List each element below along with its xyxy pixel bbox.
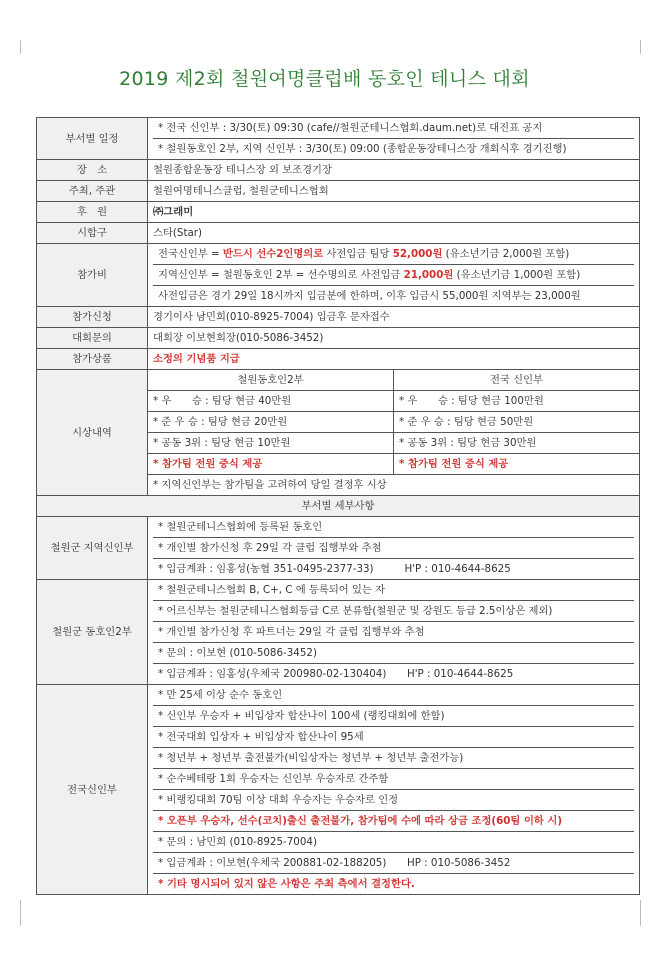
ball-label: 시합구 — [37, 223, 148, 244]
club2-line: * 철원군테니스협회 B, C+, C 에 등록되어 있는 자 — [153, 580, 634, 601]
fee-line-national: 전국신인부 = 반드시 선수2인명의로 사전입금 팀당 52,000원 (유소년기금 2,000원 포함) — [153, 244, 634, 265]
page-corner-mark — [20, 40, 35, 54]
national-contact: * 문의 : 남민희 (010-8925-7004) — [153, 832, 634, 853]
regional-line: * 개인별 참가신청 후 29일 각 클럽 집행부와 추첨 — [153, 538, 634, 559]
schedule-row — [37, 118, 640, 160]
prize-header-row — [37, 370, 640, 391]
national-label: 전국신인부 — [37, 685, 148, 895]
fee-line-regional: 지역신인부 = 철원동호인 2부 = 선수명의로 사전입금 21,000원 (유소년기금 1,000원 포함) — [153, 265, 634, 286]
national-line: * 신인부 우승자 + 비입상자 합산나이 100세 (랭킹대회에 한함) — [153, 706, 634, 727]
prize-left-item: * 준 우 승 : 팀당 현금 20만원 — [148, 412, 394, 433]
ball-value: 스타(Star) — [148, 223, 640, 244]
prize-left-item: * 우 승 : 팀당 현금 40만원 — [148, 391, 394, 412]
regional-row — [37, 517, 640, 580]
national-row — [37, 685, 640, 895]
schedule-label: 부서별 일정 — [37, 118, 148, 160]
host-label: 주최, 주관 — [37, 181, 148, 202]
fee-label: 참가비 — [37, 244, 148, 307]
prize-label: 시상내역 — [37, 370, 148, 496]
fee-row — [37, 244, 640, 307]
club2-line: * 입금계좌 : 임홍성(우체국 200980-02-130404) H'P : 010-4644-8625 — [158, 668, 514, 680]
fee-line-deadline: 사전입금은 경기 29일 18시까지 입금분에 한하며, 이후 입금시 55,000원 지역부는 23,000원 — [158, 290, 581, 302]
host-row — [37, 181, 640, 202]
prize-left-note: * 참가팀 전원 중식 제공 — [148, 454, 394, 475]
prize-right-header: 전국 신인부 — [394, 370, 640, 391]
ball-row — [37, 223, 640, 244]
inquiry-label: 대회문의 — [37, 328, 148, 349]
club2-line: * 문의 : 이보현 (010-5086-3452) — [153, 643, 634, 664]
prize-right-item: * 우 승 : 팀당 현금 100만원 — [394, 391, 640, 412]
club2-line: * 개인별 참가신청 후 파트너는 29일 각 클럽 집행부와 추첨 — [153, 622, 634, 643]
inquiry-row — [37, 328, 640, 349]
national-line: * 순수베테랑 1회 우승자는 신인부 우승자로 간주함 — [153, 769, 634, 790]
prize-footnote: * 지역신인부는 참가팀을 고려하여 당일 결정후 시상 — [148, 475, 640, 496]
sponsor-value: ㈜그래미 — [148, 202, 640, 223]
host-value: 철원여명테니스클럽, 철원군테니스협회 — [148, 181, 640, 202]
national-red-line: * 오픈부 우승자, 선수(코치)출신 출전불가, 참가팀에 수에 따라 상금 조정(60팀 이하 시) — [153, 811, 634, 832]
gift-row — [37, 349, 640, 370]
page-corner-mark — [626, 900, 641, 926]
prize-right-item: * 공동 3위 : 팀당 현금 30만원 — [394, 433, 640, 454]
club2-line: * 어르신부는 철원군테니스협회등급 C로 분류함(철원군 및 강원도 등급 2.5이상은 제외) — [153, 601, 634, 622]
club2-row — [37, 580, 640, 685]
register-value: 경기이사 남민희(010-8925-7004) 입금후 문자접수 — [148, 307, 640, 328]
national-line: * 전국대회 입상자 + 비입상자 합산나이 95세 — [153, 727, 634, 748]
national-line: * 청년부 + 청년부 출전불가(비입상자는 청년부 + 청년부 출전가능) — [153, 748, 634, 769]
sponsor-label: 후 원 — [37, 202, 148, 223]
venue-row — [37, 160, 640, 181]
prize-left-header: 철원동호인2부 — [148, 370, 394, 391]
inquiry-value: 대회장 이보현회장(010-5086-3452) — [148, 328, 640, 349]
page-corner-mark — [20, 900, 35, 926]
schedule-line: * 전국 신인부 : 3/30(토) 09:30 (cafe//철원군테니스협회.daum.net)로 대진표 공지 — [153, 118, 634, 139]
prize-right-item: * 준 우 승 : 팀당 현금 50만원 — [394, 412, 640, 433]
page-title: 2019 제2회 철원여명클럽배 동호인 테니스 대회 — [119, 68, 530, 90]
venue-value: 철원종합운동장 테니스장 외 보조경기장 — [148, 160, 640, 181]
regional-line: * 철원군테니스협회에 등록된 동호인 — [153, 517, 634, 538]
club2-label: 철원군 동호인2부 — [37, 580, 148, 685]
venue-label: 장 소 — [37, 160, 148, 181]
page-corner-mark — [626, 40, 641, 54]
gift-label: 참가상품 — [37, 349, 148, 370]
sponsor-row — [37, 202, 640, 223]
schedule-line: * 철원동호인 2부, 지역 신인부 : 3/30(토) 09:00 (종합운동장테니스장 개회식후 경기진행) — [158, 143, 567, 155]
register-label: 참가신청 — [37, 307, 148, 328]
gift-value: 소정의 기념품 지급 — [148, 349, 640, 370]
regional-label: 철원군 지역신인부 — [37, 517, 148, 580]
national-line: * 비랭킹대회 70팀 이상 대회 우승자는 우승자로 인정 — [153, 790, 634, 811]
tournament-info-table — [36, 117, 640, 895]
register-row — [37, 307, 640, 328]
national-line: * 만 25세 이상 순수 동호인 — [153, 685, 634, 706]
final-note: * 기타 명시되어 있지 않은 사항은 주최 측에서 결정한다. — [158, 878, 415, 890]
details-header-row — [37, 496, 640, 517]
details-header: 부서별 세부사항 — [37, 496, 640, 517]
national-account: * 입금계좌 : 이보현(우체국 200881-02-188205) HP : 010-5086-3452 — [153, 853, 634, 874]
prize-right-note: * 참가팀 전원 중식 제공 — [394, 454, 640, 475]
regional-line: * 입금계좌 : 임홍성(농협 351-0495-2377-33) H'P : 010-4644-8625 — [158, 563, 511, 575]
prize-left-item: * 공동 3위 : 팀당 현금 10만원 — [148, 433, 394, 454]
